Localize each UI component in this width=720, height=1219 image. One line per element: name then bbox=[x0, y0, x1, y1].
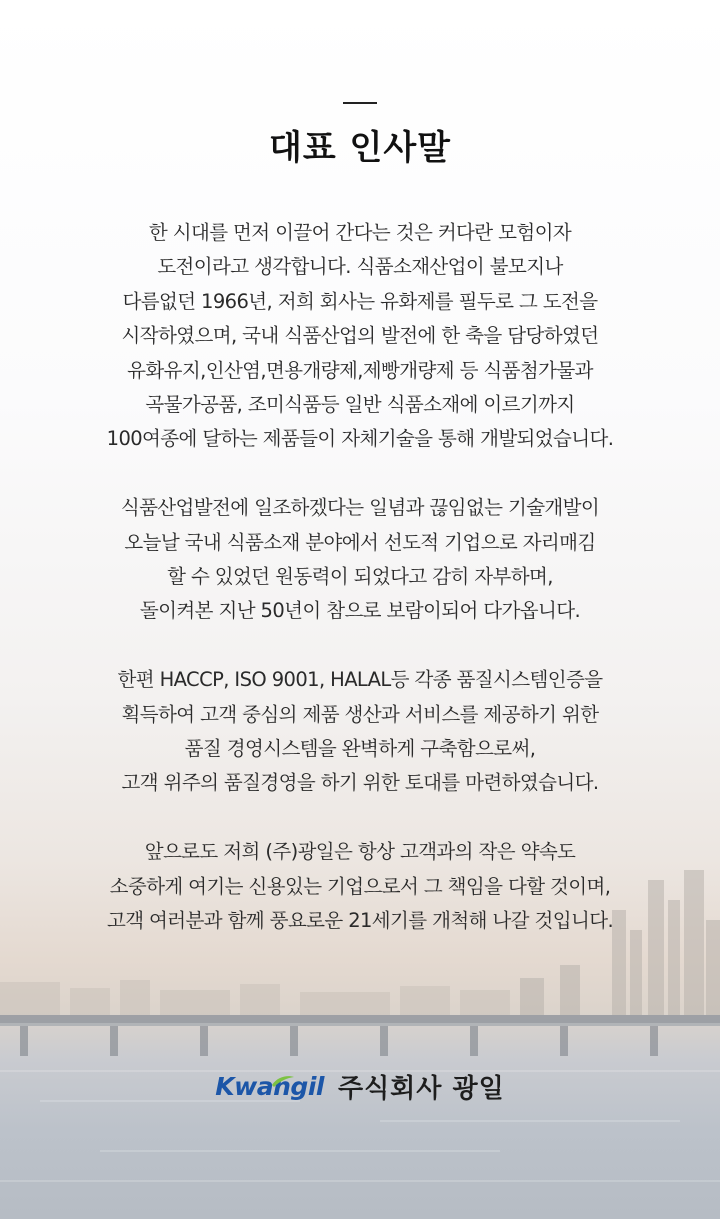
paragraph-2 bbox=[0, 491, 720, 629]
paragraph-3 bbox=[0, 663, 720, 801]
page-title: 대표 인사말 bbox=[268, 128, 452, 168]
text-line: 100여종에 달하는 제품들이 자체기술을 통해 개발되었습니다. bbox=[106, 427, 614, 451]
text-line: 획득하여 고객 중심의 제품 생산과 서비스를 제공하기 위한 bbox=[121, 702, 599, 726]
text-line: 고객 여러분과 함께 풍요로운 21세기를 개척해 나갈 것입니다. bbox=[106, 909, 614, 933]
text-line: 시작하였으며, 국내 식품산업의 발전에 한 축을 담당하였던 bbox=[121, 324, 599, 348]
text-line: 한편 HACCP, ISO 9001, HALAL등 각종 품질시스템인증을 bbox=[117, 668, 603, 692]
company-name: 주식회사 광일 bbox=[337, 1073, 505, 1104]
text-line: 오늘날 국내 식품소재 분야에서 선도적 기업으로 자리매김 bbox=[124, 530, 596, 554]
text-line: 식품산업발전에 일조하겠다는 일념과 끊임없는 기술개발이 bbox=[120, 496, 600, 520]
text-line: 유화유지,인산염,면용개량제,제빵개량제 등 식품첨가물과 bbox=[127, 358, 593, 382]
text-line: 돌이켜본 지난 50년이 참으로 보람이되어 다가옵니다. bbox=[139, 599, 581, 623]
leaf-icon bbox=[270, 1074, 296, 1088]
logo-text: Kwangil bbox=[215, 1071, 324, 1101]
text-line: 한 시대를 먼저 이끌어 간다는 것은 커다란 모험이자 bbox=[148, 221, 572, 244]
greeting-body bbox=[0, 216, 720, 973]
text-line: 할 수 있었던 원동력이 되었다고 감히 자부하며, bbox=[167, 565, 553, 589]
text-line: 고객 위주의 품질경영을 하기 위한 토대를 마련하였습니다. bbox=[121, 771, 599, 795]
paragraph-4 bbox=[0, 835, 720, 938]
paragraph-1 bbox=[0, 216, 720, 457]
text-line: 소중하게 여기는 신용있는 기업으로서 그 책임을 다할 것이며, bbox=[109, 874, 611, 898]
text-line: 품질 경영시스템을 완벽하게 구축함으로써, bbox=[184, 737, 536, 761]
text-line: 앞으로도 저희 (주)광일은 항상 고객과의 작은 약속도 bbox=[144, 840, 576, 864]
text-line: 도전이라고 생각합니다. 식품소재산업이 불모지나 bbox=[157, 255, 563, 279]
signature bbox=[0, 1062, 720, 1110]
text-line: 곡물가공품, 조미식품등 일반 식품소재에 이르기까지 bbox=[145, 393, 575, 417]
title-divider bbox=[343, 102, 377, 104]
kwangil-logo bbox=[215, 1072, 324, 1101]
text-line: 다름없던 1966년, 저희 회사는 유화제를 필두로 그 도전을 bbox=[122, 289, 598, 313]
